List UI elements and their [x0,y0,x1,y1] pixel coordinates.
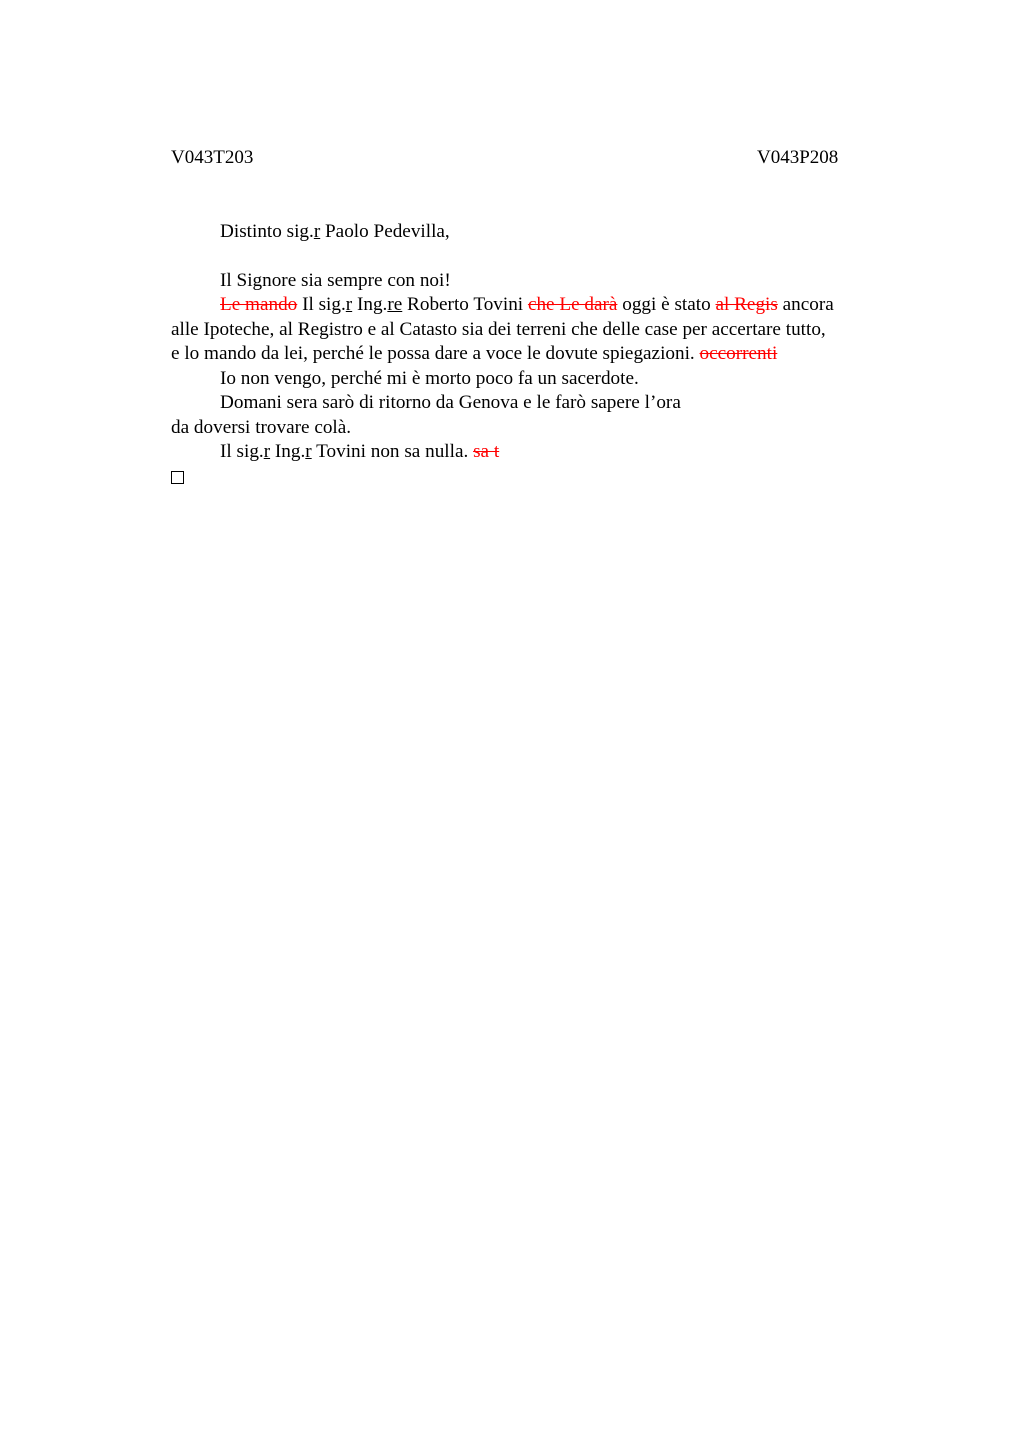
text: e lo mando da lei, perché le possa dare a voce le dovute spiegazioni. [171,343,700,364]
deleted-text: sa t [473,441,500,462]
text: ancora [777,294,834,315]
text: Il sig. [297,294,346,315]
abbr: r [263,441,271,462]
document-code-left: V043T203 [171,147,254,168]
text: Tovini non sa nulla. [311,441,474,462]
letter-body [171,220,883,491]
text: Roberto Tovini [402,294,528,315]
text: Il sig. [220,441,264,462]
text: oggi è stato [617,294,716,315]
paragraph-1-line-1 [171,293,883,318]
paragraph-4 [171,440,883,465]
paragraph-2: Io non vengo, perché mi è morto poco fa un sacerdote. [220,367,639,389]
greeting: Il Signore sia sempre con noi! [220,269,451,291]
abbr: r [345,294,353,315]
deleted-text: occorrenti [699,343,778,364]
end-marker [171,465,883,492]
deleted-text: al Regis [715,294,778,315]
abbr: r [305,441,312,462]
document-code-right: V043P208 [757,147,839,168]
text: Ing. [352,294,388,315]
paragraph-3-line-2: da doversi trovare colà. [171,416,352,438]
salutation [171,220,883,245]
paragraph-1-line-3 [171,342,883,367]
deleted-text: Le mando [220,294,298,315]
text: Ing. [270,441,306,462]
salutation-abbr: r [313,221,321,242]
square-icon [171,471,184,484]
spacer [171,245,883,269]
abbr: re [387,294,403,315]
deleted-text: che Le darà [527,294,618,315]
paragraph-1-line-2: alle Ipoteche, al Registro e al Catasto sia dei terreni che delle case per accertare tutto, [171,318,826,340]
salutation-pre: Distinto sig. [220,221,314,242]
paragraph-3-line-1: Domani sera sarò di ritorno da Genova e le farò sapere l’ora [220,392,681,413]
salutation-post: Paolo Pedevilla, [320,221,450,242]
